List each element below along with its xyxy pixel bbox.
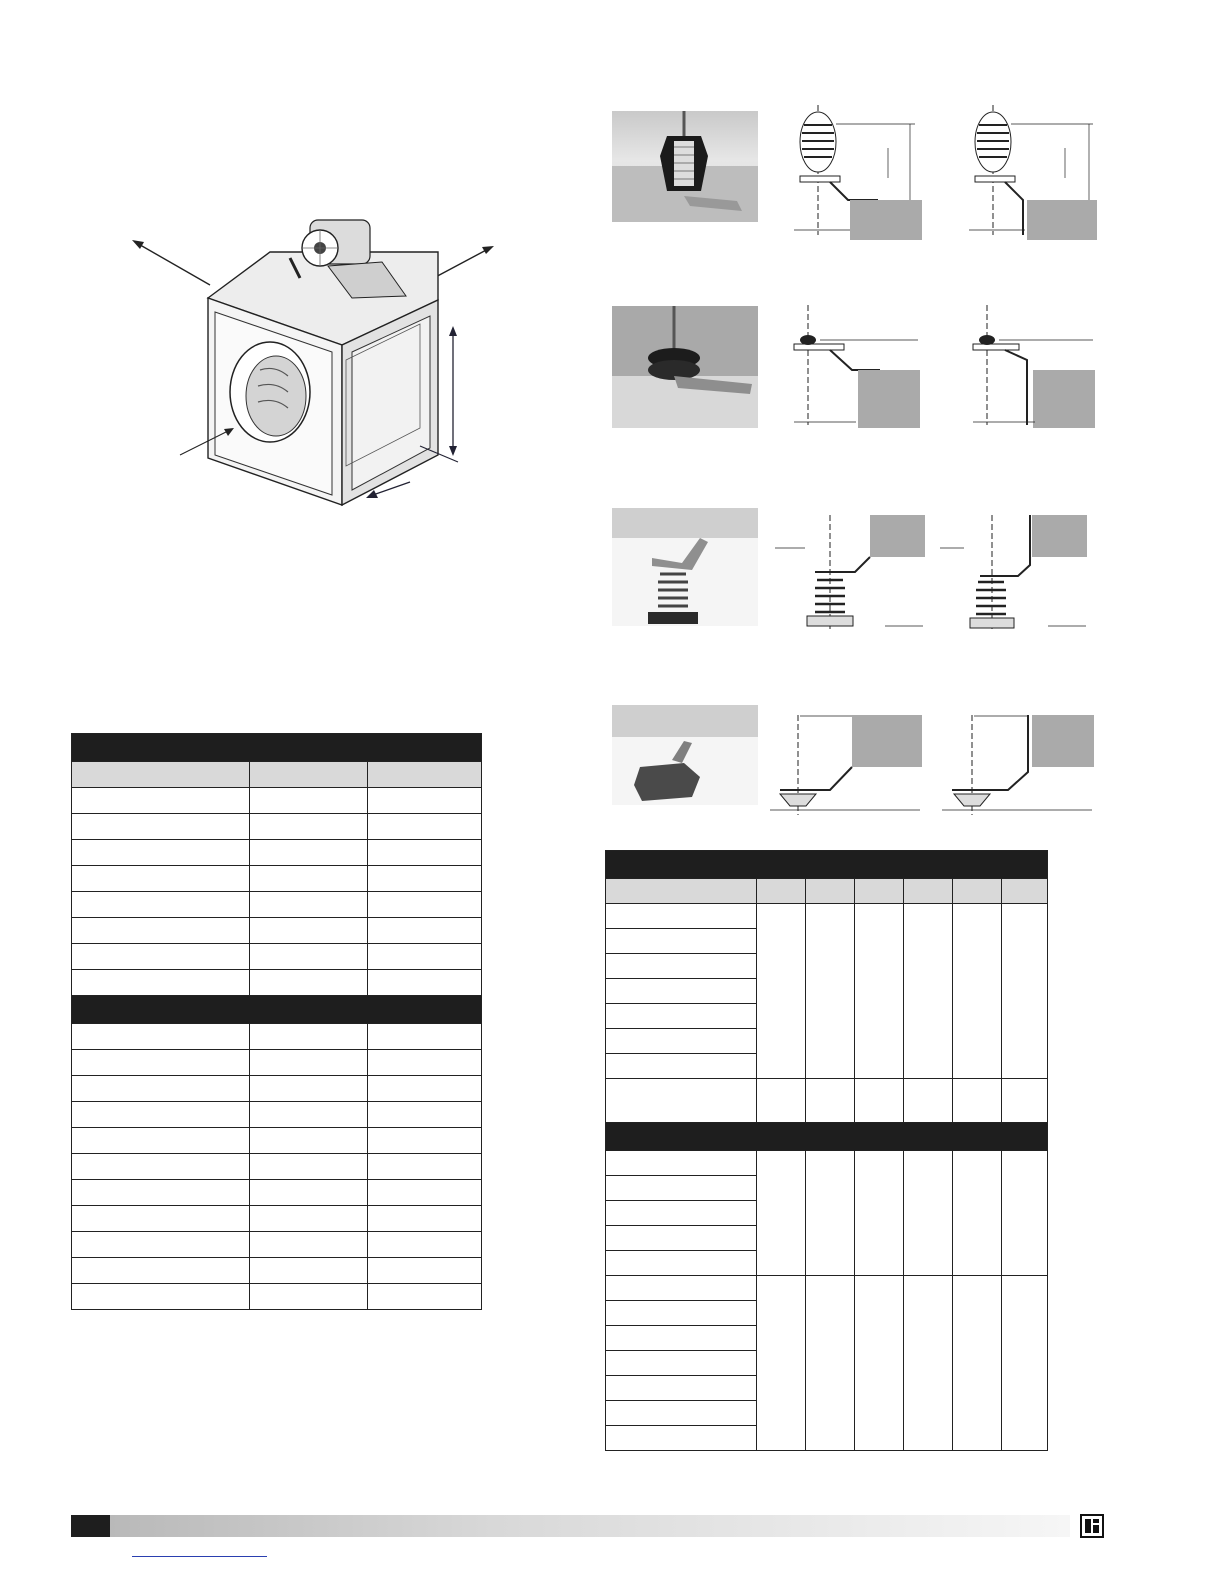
spring-mount-dimension-diagram xyxy=(775,510,925,635)
rubber-isolator-photo xyxy=(612,306,758,428)
right-specification-table xyxy=(605,850,1048,1451)
isolator-hanger-photo xyxy=(612,111,758,222)
table-row xyxy=(72,970,482,996)
table-column-header-row xyxy=(606,879,1048,904)
neoprene-floor-mount-photo xyxy=(612,705,758,805)
table-row xyxy=(72,1050,482,1076)
table-row xyxy=(72,1232,482,1258)
neoprene-mount-dimension-diagram xyxy=(942,710,1097,820)
hanger-dimension-diagram xyxy=(965,100,1100,240)
left-specification-table xyxy=(71,733,482,1310)
hanger-dimension-diagram xyxy=(790,300,925,430)
table-column-header-row xyxy=(72,762,482,788)
table-row xyxy=(72,1128,482,1154)
table-row xyxy=(72,1024,482,1050)
table-row xyxy=(606,1151,1048,1176)
fan-cabinet-illustration xyxy=(120,200,500,520)
hanger-dimension-diagram xyxy=(790,100,925,240)
table-header-row xyxy=(72,734,482,762)
page-number-block xyxy=(71,1515,110,1537)
table-row xyxy=(606,904,1048,929)
table-row xyxy=(72,1102,482,1128)
table-row xyxy=(72,1258,482,1284)
table-row xyxy=(72,1076,482,1102)
table-row xyxy=(606,1276,1048,1301)
table-row xyxy=(606,1079,1048,1123)
table-section-header-row xyxy=(72,996,482,1024)
table-row xyxy=(72,1154,482,1180)
footer-bar xyxy=(110,1515,1070,1537)
table-row xyxy=(72,788,482,814)
spring-floor-mount-photo xyxy=(612,508,758,626)
neoprene-mount-dimension-diagram xyxy=(770,710,925,820)
table-row xyxy=(72,944,482,970)
company-logo xyxy=(1080,1514,1104,1538)
table-row xyxy=(72,840,482,866)
table-row xyxy=(72,892,482,918)
table-row xyxy=(72,814,482,840)
table-row xyxy=(72,1180,482,1206)
table-header-row xyxy=(606,851,1048,879)
table-row xyxy=(72,1206,482,1232)
footer-link[interactable] xyxy=(132,1556,267,1557)
table-row xyxy=(72,866,482,892)
table-section-header-row xyxy=(606,1123,1048,1151)
hanger-dimension-diagram xyxy=(965,300,1100,430)
table-row xyxy=(72,918,482,944)
table-row xyxy=(72,1284,482,1310)
spring-mount-dimension-diagram xyxy=(940,510,1090,635)
